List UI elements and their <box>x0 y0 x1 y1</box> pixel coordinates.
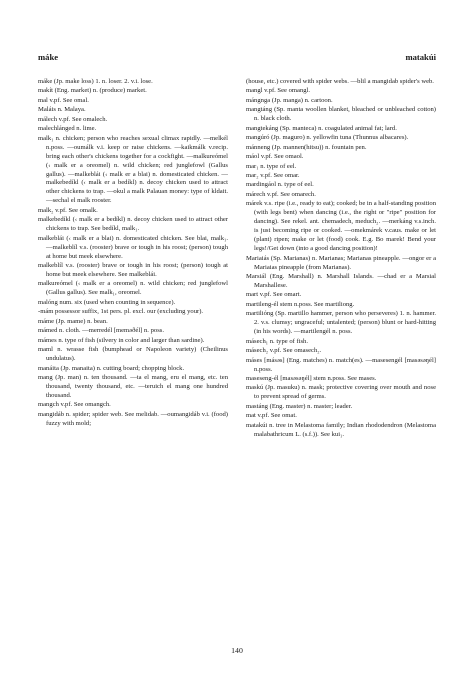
entry-mamed: mámed n. cloth. —merredél [meməðél] n. poss. <box>38 327 164 335</box>
entry-malkebedikl: malkebedíkl (‹ malk er a bedíkl) n. decoy chicken used to attract other chickens to trap. See bedíkl, malk₁. <box>38 216 228 233</box>
entry-mar-1: mar₁ n. type of eel. <box>246 162 297 170</box>
entry-marek: márek v.s. ripe (i.e., ready to eat); cooked; be in a half-standing position (with legs bent) when dancing (i.e., the right or "ripe" position for dancing). See rekel. ant. chemadech, meduch₂. —merkáng v.s.inch. is just becoming ripe or cooked. —omekmárek v.caus. make or let (plant) ripen; make or let (food) cook. E.g. Bo marek! Bend your legs!/Get down (into a good dancing position)! <box>246 200 436 253</box>
entry-mang: mang (Jp. man) n. ten thousand. —ta el mang, eru el mang, etc. ten thousand, twenty thousand, etc. —teruich el mang one hundred thousand. <box>38 374 228 399</box>
entry-malais: Maláis n. Malaya. <box>38 106 86 114</box>
entry-manaita: manáita (Jp. manaita) n. cutting board; chopping block. <box>38 364 185 372</box>
entry-maseseng-el: maseseng-él [masəsəŋél] stem n.poss. See mases. <box>246 375 377 382</box>
entry-maml: maml n. wrasse fish (bumphead or Napoleon variety) (Cheilinus undulatus). <box>38 346 228 363</box>
entry-mangnga: mángnga (Jp. manga) n. cartoon. <box>246 96 333 104</box>
entry-masech-1: másech₁ n. type of fish. <box>246 337 308 345</box>
entry-malkureomel: malkureómel (‹ malk er a oreomel) n. wild chicken; red junglefowl (Gallus gallus). See malk₁, oreomel. <box>38 280 228 297</box>
right-column <box>246 78 436 440</box>
entry-mases: máses [másəs] (Eng. matches) n. match(es). —masesengél [masəsəŋél] n.poss. <box>246 356 436 373</box>
entry-manneng: mánneng (Jp. mannen(hitsu)) n. fountain pen. <box>246 143 367 151</box>
entry-malkeblil: malkeblíl v.s. (rooster) brave or tough in his roost; (person) tough at home but meek elsewhere. See malkeblái. <box>38 262 228 279</box>
last-guide-word: matakúi <box>405 52 436 62</box>
entry-mat: mat v.pf. See omat. <box>246 412 297 420</box>
entry-malechlanged: malechlánged n. lime. <box>38 125 97 133</box>
entry-mames: mámes n. type of fish (silvery in color and larger than sardine). <box>38 336 205 344</box>
entry-mangtekang: mangtekáng (Sp. manteca) n. coagulated animal fat; lard. <box>246 124 397 132</box>
entry-martiliong: martilióng (Sp. martillo hammer, person who perseveres) 1. n. hammer. 2. v.s. clumsy; ungraceful; untalented; (person) blunt or hard-hitting (in his words). —martilengél n. poss. <box>246 310 436 336</box>
entry-mangidab-continued: (house, etc.) covered with spider webs. —blil a mangidab spider's web. <box>246 78 434 85</box>
entry-malk-1: malk₁ n. chicken; person who reaches sexual climax rapidly. —melkél n.poss. —oumálk v.i. keep or raise chickens. —kaikmálk v.recip. bring each other's chickens together for a cockfight. —malkureómel (‹ malk er a oreomel) n. wild chicken; red junglefowl (Gallus gallus). —malkeblái (‹ malk er a blai) n. domesticated chicken. —malkebedíkl (‹ malk er a bedíkl) n. decoy chicken used to attract other chickens to trap. —okul a malk Palauan money: type of kldait. —sechal el malk rooster. <box>38 134 228 205</box>
entry-marech: márech v.pf. See omarech. <box>246 190 316 198</box>
page-number: 140 <box>231 646 243 655</box>
entry-mangch: mangch v.pf. See omangch. <box>38 401 111 409</box>
first-guide-word: máke <box>38 52 59 62</box>
entry-mastang: mastáng (Eng. master) n. master; leader. <box>246 402 353 410</box>
entry-mangl: mangl v.pf. See omangl. <box>246 87 311 95</box>
entry-makit: makít (Eng. market) n. (produce) market. <box>38 87 147 95</box>
entry-martileng-el: martileng-él stem n.poss. See martiliong. <box>246 300 355 308</box>
entry-malech: málech v.pf. See omalech. <box>38 115 108 123</box>
left-column <box>38 78 228 429</box>
entry-mame: máme (Jp. mame) n. bean. <box>38 317 108 325</box>
entry-mart: mart v.pf. See omart. <box>246 291 302 299</box>
entry-masech-2: másech₂ v.pf. See omasech₂. <box>246 347 322 355</box>
entry-mardingaol: mardingáol n. type of eel. <box>246 181 314 189</box>
entry-matakui: matakúi n. tree in Melastoma family; Indian rhododendron (Melastoma malabathricum L. (s.f.)). See kui₁. <box>246 421 436 438</box>
entry-masku: maskú (Jp. masuku) n. mask; protective covering over mouth and nose to prevent spread of germs. <box>246 384 436 401</box>
entry-mal: mal v.pf. See omal. <box>38 96 89 104</box>
entry-mariaias: Mariaiás (Sp. Marianas) n. Marianas; Marianas pineapple. —ongor er a Mariaias pineapple (from Marianas). <box>246 254 436 271</box>
entry-mangtang: mangtáng (Sp. manta woollen blanket, bleached or unbleached cotton) n. black cloth. <box>246 106 436 123</box>
entry-maol: máol v.pf. See omaol. <box>246 153 304 161</box>
entry-mangidab: mangidáb n. spider; spider web. See melidab. —oumangidáb v.i. (food) fuzzy with mold; <box>38 410 228 427</box>
entry-manguro: mangúró (Jp. maguro) n. yellowfin tuna (Thunnus albacares). <box>246 134 409 142</box>
entry-make: máke (Jp. make loss) 1. n. loser. 2. v.i. lose. <box>38 78 153 85</box>
entry-mam-suffix: -mám possessor suffix, 1st pers. pl. excl. our (excluding your). <box>38 308 204 316</box>
entry-malong: malóng num. six (used when counting in sequence). <box>38 298 176 306</box>
entry-malkeblai: malkeblái (‹ malk er a blai) n. domesticated chicken. See blai, malk₁. —malkeblíl v.s. (rooster) brave or tough in his roost; (person) tough at home but meek elsewhere. <box>38 234 228 260</box>
entry-mar-2: mar₂ v.pf. See omar. <box>246 172 300 180</box>
entry-marsial: Marsiál (Eng. Marshall) n. Marshall Islands. —chad er a Marsial Marshallese. <box>246 273 436 289</box>
entry-malk-2: malk₂ v.pf. See omalk. <box>38 206 98 214</box>
